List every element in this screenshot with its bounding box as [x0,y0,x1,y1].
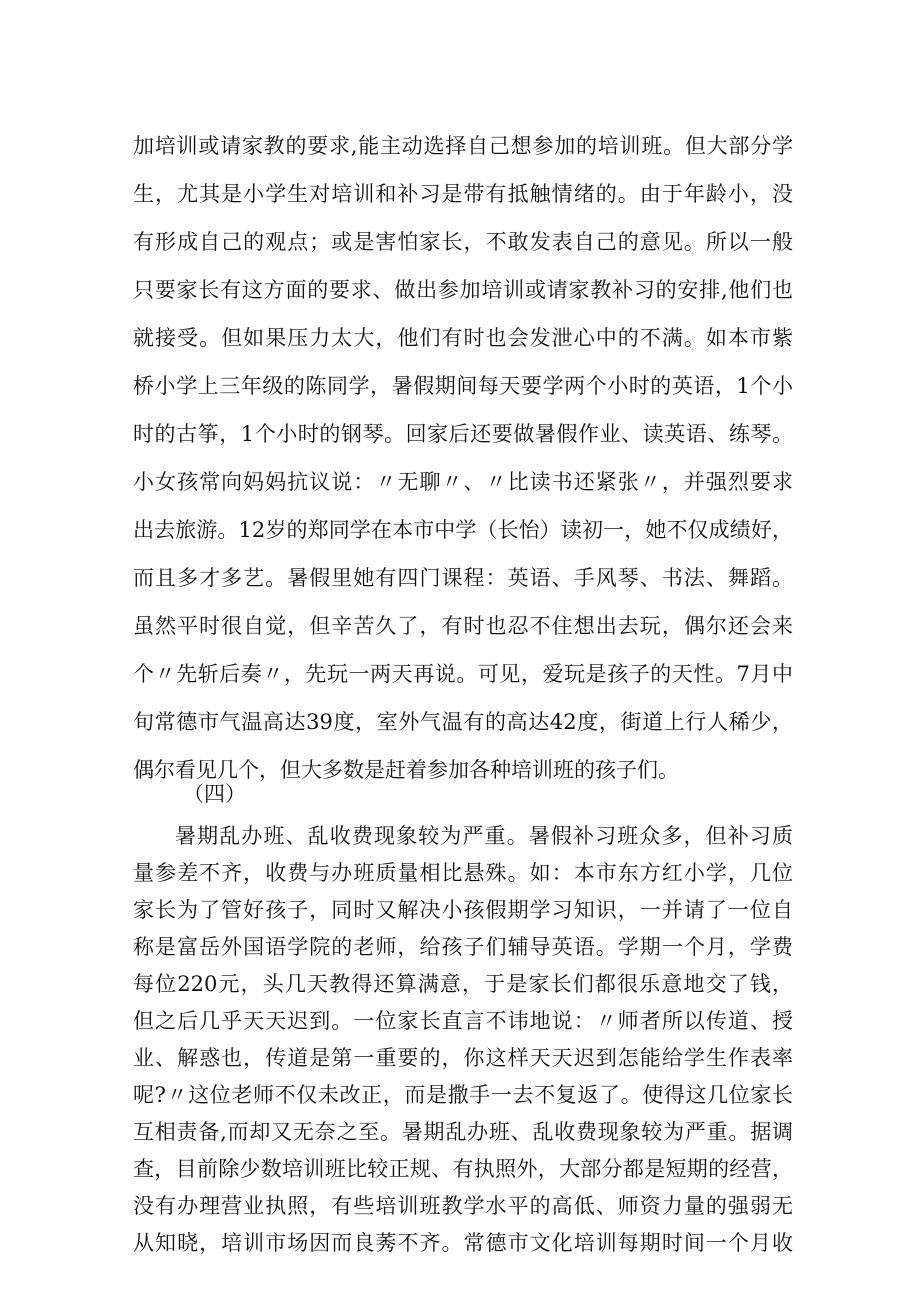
paragraph-2-line: 每位220元，头几天教得还算满意，于是家长们都很乐意地交了钱， [133,972,793,996]
paragraph-1-line: 小女孩常向妈妈抗议说：〃无聊〃、〃比读书还紧张〃，并强烈要求 [133,470,793,494]
paragraph-2-line: 从知晓，培训市场因而良莠不齐。常德市文化培训每期时间一个月收 [133,1231,793,1255]
paragraph-1-line: 加培训或请家教的要求,能主动选择自己想参加的培训班。但大部分学 [133,134,793,158]
paragraph-2-line: 查，目前除少数培训班比较正规、有执照外，大部分都是短期的经营， [133,1157,793,1181]
paragraph-1-line: 时的古筝，1个小时的钢琴。回家后还要做暑假作业、读英语、练琴。 [133,422,793,446]
paragraph-2-line: 但之后几乎天天迟到。一位家长直言不讳地说：〃师者所以传道、授 [133,1009,793,1033]
paragraph-1-line: 个〃先斩后奏〃，先玩一两天再说。可见，爱玩是孩子的天性。7月中 [133,662,793,686]
paragraph-1-line: 有形成自己的观点；或是害怕家长，不敢发表自己的意见。所以一般 [133,230,793,254]
paragraph-2-line: 暑期乱办班、乱收费现象较为严重。暑假补习班众多，但补习质 [175,824,793,848]
paragraph-1-line: 就接受。但如果压力太大，他们有时也会发泄心中的不满。如本市紫 [133,326,793,350]
paragraph-2 [133,818,793,1262]
paragraph-1-line: 只要家长有这方面的要求、做出参加培训或请家教补习的安排,他们也 [133,278,793,302]
paragraph-2-line: 称是富岳外国语学院的老师，给孩子们辅导英语。学期一个月，学费 [133,935,793,959]
paragraph-2-line: 互相责备,而却又无奈之至。暑期乱办班、乱收费现象较为严重。据调 [133,1120,793,1144]
paragraph-1-line: 偶尔看见几个，但大多数是赶着参加各种培训班的孩子们。 [133,758,679,782]
paragraph-2-line: 业、解惑也，传道是第一重要的，你这样天天迟到怎能给学生作表率 [133,1046,793,1070]
paragraph-1-line: 生，尤其是小学生对培训和补习是带有抵触情绪的。由于年龄小，没 [133,182,793,206]
paragraph-2-line: 呢?〃这位老师不仅未改正，而是撒手一去不复返了。使得这几位家长 [133,1083,793,1107]
paragraph-2-line: 家长为了管好孩子，同时又解决小孩假期学习知识，一并请了一位自 [133,898,793,922]
paragraph-1-line: 而且多才多艺。暑假里她有四门课程：英语、手风琴、书法、舞蹈。 [133,566,793,590]
paragraph-1-line: 旬常德市气温高达39度，室外气温有的高达42度，街道上行人稀少， [133,710,793,734]
section-heading: （四） [183,782,246,806]
paragraph-1-line: 桥小学上三年级的陈同学，暑假期间每天要学两个小时的英语，1个小 [133,374,793,398]
paragraph-2-line: 没有办理营业执照，有些培训班教学水平的高低、师资力量的强弱无 [133,1194,793,1218]
paragraph-1-line: 虽然平时很自觉，但辛苦久了，有时也忍不住想出去玩，偶尔还会来 [133,614,793,638]
paragraph-2-line: 量参差不齐，收费与办班质量相比悬殊。如：本市东方红小学，几位 [133,861,793,885]
paragraph-1 [133,122,793,794]
paragraph-1-line: 出去旅游。12岁的郑同学在本市中学（长怡）读初一，她不仅成绩好， [133,518,793,542]
